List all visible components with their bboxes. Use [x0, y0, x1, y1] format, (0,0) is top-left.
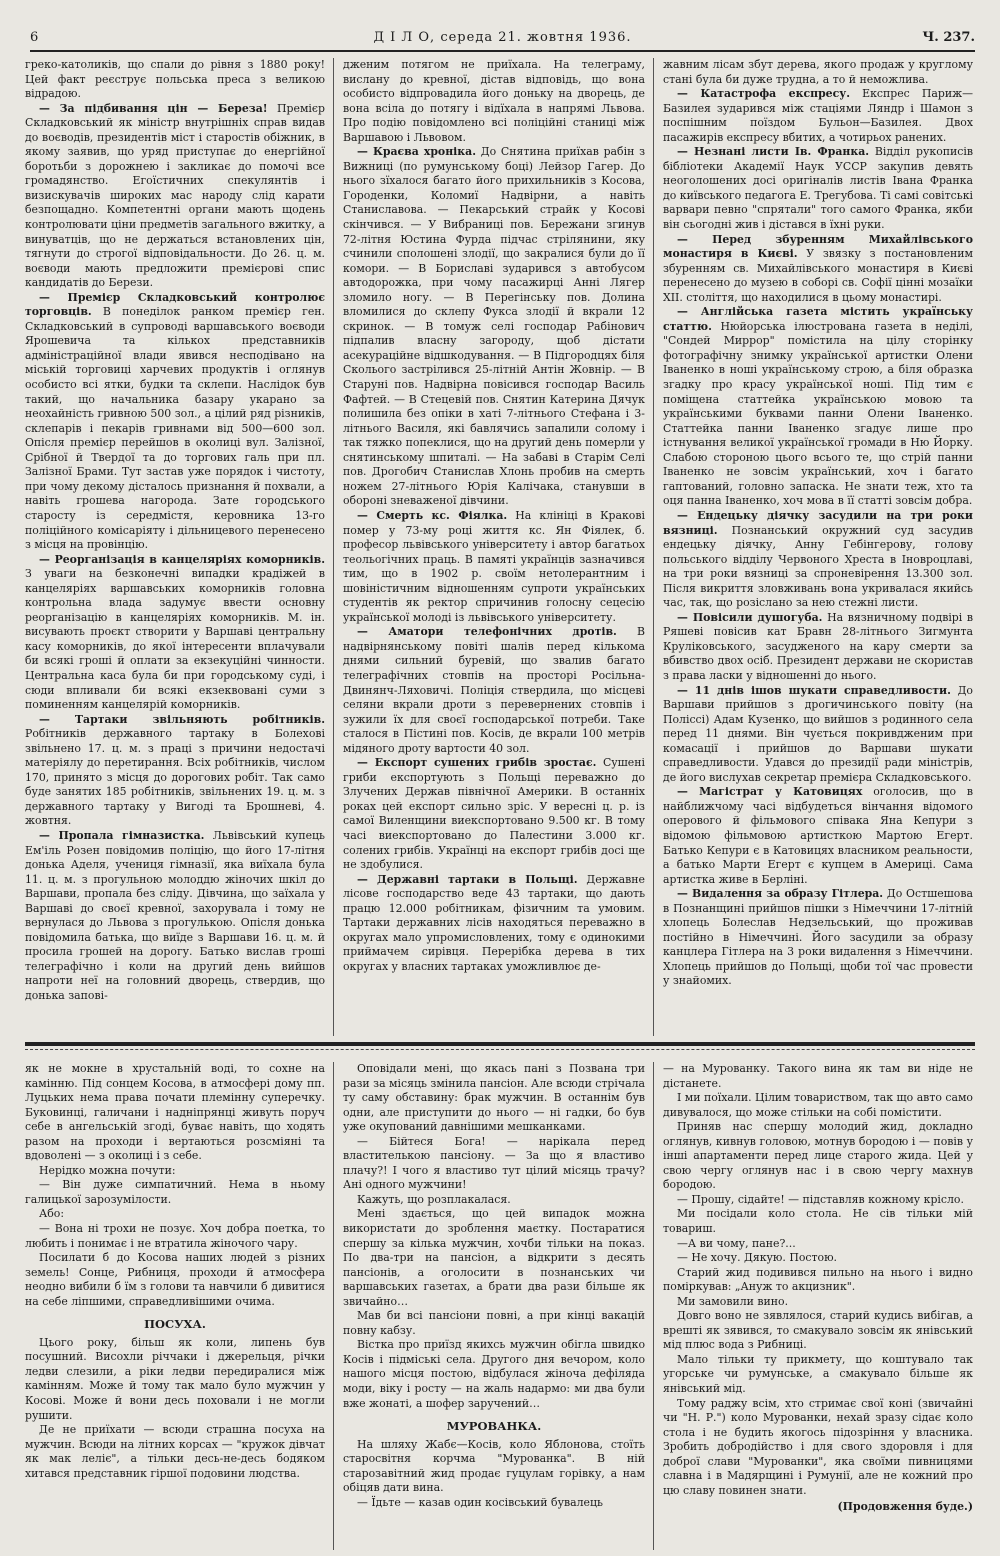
- article-text: До Варшави прийшов з дрогичинського повіту (на Поліссі) Адам Кузенко, що вийшов з родинного села перед 11 днями. Він чується покривдженим при комасації і прийшов до Варшави шукати справедливости. Удався до президії ради міністрів, де його вислухав секретар премієра Складковського.: [663, 683, 973, 784]
- article-headline: — Експорт сушених грибів зростає.: [357, 756, 597, 770]
- article-paragraph: [25, 1062, 325, 1164]
- article-text: — на Мурованку. Такого вина як там ви ніде не дістанете.: [663, 1062, 973, 1090]
- article-text: — Не хочу. Дякую. Постою.: [677, 1251, 838, 1265]
- article-text: греко-католиків, що спали до рівня з 1880 року! Цей факт реєструє польська преса з великою відрадою.: [25, 58, 325, 101]
- article-text: оголосив, що в найближчому часі відбудеться вінчання відомого оперового й фільмового співака Яна Кепури з відомою фільмовою артисткою Мартою Егерт. Батько Кепури є в Катовицях власником реальности, а батько Марти Егерт є купцем в Америці. Сама артистка живе в Берліні.: [663, 785, 973, 886]
- article-paragraph: [343, 1193, 645, 1208]
- page-header: [30, 30, 975, 52]
- article-paragraph: [343, 1438, 645, 1496]
- article-headline: — Ендецьку діячку засудили на три роки вязниці.: [663, 508, 973, 537]
- article-text: Львівський купець Ем'іль Розен повідомив поліцію, що його 17-літня донька Аделя, учениця гімназії, яка виїхала була 11. ц. м. з прогульною молоддю жіночих шкіл до Варшави, пропала без сліду. Дівчина, що заїхала у Варшаві до своєї кревної, захорувала і тому не вернулася до Львова з прогулькою. Опісля донька повідомила батька, що виїде з Варшави 16. ц. м. й просила грошей на дорогу. Батько вислав гроші телеграфічно і коли на другий день вийшов напроти неї на головний дворець, ствердив, що донька запові-: [25, 828, 325, 1002]
- article-paragraph: [25, 553, 325, 713]
- article-paragraph: [663, 1397, 973, 1499]
- column-divider: [653, 58, 654, 1036]
- article-text: На клініці в Кракові помер у 73-му році життя кс. Ян Фіялек, б. професор львівського університету і автор багатьох теольогічних праць. В памяті українців зазначився тим, що в 1902 р. своїм нетолерантним і шовіністичним відношенням супроти українських студентів як ректор спричинив голосну сецесію української молоді із львівського університету.: [343, 508, 645, 624]
- article-paragraph: [25, 1222, 325, 1251]
- article-text: Мало тільки ту прикмету, що коштувало так угорське чи румунське, а смакувало більше як янівський мід.: [663, 1352, 973, 1396]
- feuilleton-column-2: [343, 1062, 645, 1550]
- article-paragraph: [343, 625, 645, 756]
- article-text: —А ви чому, пане?...: [677, 1236, 796, 1250]
- article-paragraph: [663, 1266, 973, 1295]
- article-paragraph: [25, 1164, 325, 1179]
- article-text: Тому раджу всім, хто стримає свої коні (звичайні чи "Н. Р.") коло Мурованки, нехай зразу сідає коло стола і не будить якогось підозріння у власника. Зробить добродійство і для свого здоровля і для доброї слави "Мурованки", яка своїми пивницями славна і в Мадярщині і Румунії, але не кожний про цю славу повинен знати.: [663, 1396, 973, 1497]
- article-paragraph: [343, 873, 645, 975]
- article-paragraph: [663, 1193, 973, 1208]
- article-paragraph: [25, 1423, 325, 1481]
- article-paragraph: [663, 1237, 973, 1252]
- article-text: — Їдьте — казав один косівський бувалець: [357, 1495, 603, 1509]
- continuation-note: (Продовження буде.): [837, 1500, 973, 1514]
- article-paragraph: [343, 58, 645, 145]
- article-headline: — Англійська газета містить українську статтю.: [663, 305, 973, 333]
- article-text: Ми посідали коло стола. Не сів тільки мій товариш.: [663, 1207, 973, 1236]
- article-paragraph: [663, 1091, 973, 1120]
- article-text: Робітників державного тартаку в Болехові звільнено 17. ц. м. з праці з причини недостачі матеріялу до перетирання. Всіх робітників, числом 170, принято з місця до дорогових робіт. Так само буде занятих 185 робітників, звільнених 19. ц. м. з державного тартаку у Вигоді та Брошневі, 4. жовтня.: [25, 727, 325, 828]
- article-headline: — Перед збуренням Михайлівського монастиря в Києві.: [663, 232, 973, 261]
- article-headline: — Тартаки звільняють робітників.: [39, 712, 325, 726]
- article-text: Познанський окружний суд засудив ендецьку діячку, Анну Гебінгерову, голову польського відділу Червоного Хреста в Іновроцлаві, на три роки вязниці за спроневірення 13.300 зол. Після викриття зловживань вона укривалася якийсь час, так, що розісланo за нею стежні листи.: [663, 523, 973, 610]
- article-headline: — Державні тартаки в Польщі.: [357, 872, 578, 886]
- article-paragraph: [663, 1207, 973, 1236]
- top-column-3: [663, 58, 973, 1036]
- article-text: — Вона ні трохи не позує. Хоч добра поетка, то любить і понимає і не втратила жіночого чару.: [25, 1222, 325, 1250]
- article-text: Приняв нас спершу молодий жид, докладно оглянув, кивнув головою, мотнув бородою і — повів у інші апартаменти перед лице старого жида. Цей у свою чергу оглянув нас і в свою чергу махнув бородою.: [663, 1120, 973, 1192]
- article-text: Сушені гриби експортують з Польщі переважно до Злучених Держав північної Америки. В останніх роках цей експорт сильно зріс. У вересні ц. р. із самої Виленщини виекспортовано 9.500 кг. В тому часі виекспортовано до Палестини 3.000 кг. солених грибів. Українці на експорт грибів досі ще не здобулися.: [343, 756, 645, 872]
- article-paragraph: [25, 1178, 325, 1207]
- article-headline: — Аматори телефонічних дротів.: [357, 625, 617, 639]
- masthead-date: Д І Л О, середа 21. жовтня 1936.: [373, 30, 632, 45]
- article-headline: — Пропала гімназистка.: [39, 828, 205, 842]
- column-divider: [653, 1062, 654, 1550]
- article-text: На шляху Жабє—Косів, коло Яблонова, стоїть старосвітня корчма "Мурованка". В ній старозавітний жид продає гуцулам горівку, а нам обіцяв дати вина.: [343, 1437, 645, 1495]
- article-text: — Прошу, сідайте! — підставляв кожному крісло.: [677, 1192, 964, 1206]
- article-text: Де не приїхати — всюди страшна посуха на мужчин. Всюди на літних корсах — "кружок дівчат як мак леліє", а тільки десь-не-десь бодяком хитався представник гіршої подовини людства.: [25, 1423, 325, 1480]
- article-paragraph: [25, 713, 325, 829]
- article-text: жавним лісам збут дерева, якого продаж у круглому стані була би дуже трудна, а то й неможлива.: [663, 58, 973, 86]
- article-text: — Він дуже симпатичний. Нема в ньому галицької зарозумілости.: [25, 1178, 325, 1206]
- article-text: На вязничному подвірі в Ряшеві повісив кат Бравн 28-літнього Зигмунта Круліковського, засудженого на кару смерти за вбивство двох осіб. Президент держави не скористав з права ласки у відношенні до нього.: [663, 610, 973, 682]
- article-headline: — Повісили душогуба.: [677, 610, 823, 624]
- feuilleton-column-3: [663, 1062, 973, 1550]
- article-paragraph: [663, 233, 973, 306]
- article-text: До Остшешова в Познанщині прийшов пішки з Німеччини 17-літній хлопець Болеслав Недзельський, що проживав постійно в Німеччині. Його засудили за образу канцлера Гітлера на 3 роки видалення з Німеччини. Хлопець прийшов до Польщі, щоби тої час провести у знайомих.: [663, 887, 973, 988]
- article-headline: — Видалення за образу Гітлера.: [677, 887, 884, 901]
- article-text: Оповідали мені, що якась пані з Позвана три рази за місяць змінила пансіон. Але всюди стрічала ту саму обставину: брак мужчин. В останнім був одни, але приступити до нього — ні гадки, бо був уже окупований давнішими мешканками.: [343, 1062, 645, 1134]
- article-text: — Бійтеся Бога! — нарікала перед властителькою пансіону. — За що я властиво плачу?! І чого я властиво тут цілий місяць трачу? Ані одного мужчини!: [343, 1134, 645, 1192]
- article-paragraph: [25, 102, 325, 291]
- article-text: До Снятина приїхав рабін з Вижниці (по румунському боці) Лейзор Гагер. До нього зїхалося багато його прихильників з Косова, Городенки, Коломиї Надвірни, а навіть Станиславова. — Пекарський страйк у Косові скінчився. — У Вибраниці пов. Бережани згинув 72-літня Юстина Фурда підчас стрілянини, яку счинили сполошені злодії, що закралися були до її комори. — В Бориславі зударився з автобусом автодорожка, при чому пасажирці Анні Лягер зломило ногу. — В Перегінську пов. Долина вломилися до склепу Фукса злодії й вкрали 12 скринок. — В томуж селі господар Рабінович підпалив власну загороду, щоб дістати асекураційне відшкодування. — В Підгородцях біля Сколього застрілився 25-літній Антін Жовнір. — В Старуні пов. Надвірна повісився господар Василь Фафтей. — В Стецевій пов. Снятин Катерина Дячук полишила без опіки в хаті 7-літнього Стефана і 3-літнього Василя, які бавлячись запалили солому і так тяжко попеклися, що на другий день померли у снятинському шпиталі. — На забаві в Старім Селі пов. Дрогобич Станислав Хлонь пробив на смерть ножем 27-літнього Юрія Калічака, станувши в обороні зневаженої дівчини.: [343, 145, 645, 508]
- article-text: як не мокне в хрустальній воді, то сохне на камінню. Під сонцем Косова, в атмосфері дому пп. Луцьких нема права почати племінну суперечку. Буковинці, галичани і надніпрянці живуть поруч себе в ангельській згоді, буває навіть, що ходять разом на проходи і вертаються розсміяні та вдоволені — з околиці і з себе.: [25, 1062, 325, 1163]
- page-number: 6: [30, 30, 39, 45]
- article-paragraph: [663, 785, 973, 887]
- article-paragraph: [663, 58, 973, 87]
- article-text: Довго воно не зявлялося, старий кудись вибігав, а врешті як зявився, то смакувало зовсім як янівський мід плюс вода з Рибниці.: [663, 1309, 973, 1352]
- article-headline: — Краєва хроніка.: [357, 145, 477, 159]
- article-paragraph: [343, 1135, 645, 1193]
- article-paragraph: [343, 1062, 645, 1135]
- article-text: Мав би всі пансіони повні, а при кінці вакацій повну кабзу.: [343, 1309, 645, 1337]
- article-text: І ми поїхали. Цілим товариством, так що авто само дивувалося, що може стільки на собі помістити.: [663, 1091, 973, 1119]
- article-headline: — Магістрат у Катовицях: [677, 785, 863, 799]
- article-text: Вістка про приїзд якихсь мужчин обігла швидко Косів і підміські села. Другого дня вечором, коло нашого місця постою, відбулася жіноча дефіляда моди, віку і росту — на жаль надармо: ми два були вже жонаті, а шофер заручений…: [343, 1338, 645, 1410]
- article-paragraph: [343, 1496, 645, 1511]
- article-text: Ми замовили вино.: [677, 1294, 789, 1308]
- article-paragraph: [663, 1353, 973, 1397]
- article-headline: — Реорганізація в канцеляріях коморників.: [39, 552, 325, 566]
- article-text: Нюйорська ілюстрована газета в неділі, "Сондей Миррор" помістила на цілу сторінку фотографічну знимку української артистки Олени Іваненко в ноші українському строю, а біля образка згадку про красу української ноші. Під тим є поміщена статтейка українською мовою та українськими буквами панни Олени Іваненко. Статтейка панни Іваненко згадує лише про істнування великої української громади в Ню Йорку. Слабою стороною цього всього те, що стрій панни Іваненко не зовсім український, хоч і багато гаптований, головно запаска. Не знати теж, хто та оця панна Іваненко, хоч мова в її статті зовсім добра.: [663, 319, 973, 508]
- article-paragraph: [663, 887, 973, 989]
- section-divider-dashed: [25, 1049, 975, 1050]
- issue-number: Ч. 237.: [922, 30, 975, 45]
- article-text: Посилати б до Косова наших людей з різних земель! Сонце, Рибниця, проходи й атмосфера неодно вибили б їм з голови та навчили б дивитися на себе ліпшими, справедливішими очима.: [25, 1251, 325, 1308]
- article-paragraph: [663, 684, 973, 786]
- article-paragraph: [25, 1251, 325, 1309]
- article-text: Кажуть, що розплакалася.: [357, 1192, 511, 1206]
- article-text: Мені здається, що цей випадок можна використати до зроблення маєтку. Постаратися спершу за кілька мужчин, хочби тільки на показ. По два-три на пансіон, а відкрити з десять пансіонів, а оголосити в познанських чи варшавських газетах, а брати два рази більше як звичайно…: [343, 1207, 645, 1308]
- article-paragraph: [343, 509, 645, 625]
- article-paragraph: [663, 87, 973, 145]
- article-paragraph: [25, 291, 325, 553]
- section-heading: МУРОВАНКА.: [446, 1419, 542, 1434]
- article-paragraph: [663, 1120, 973, 1193]
- article-text: Цього року, більш як коли, липень був посушний. Висохли річчаки і джерельця, річки ледви слезили, а ріки ледви передиралися між камінням. Може й тому так мало було мужчин у Косові. Може й вони десь поховали і не могли рушити.: [25, 1335, 325, 1422]
- article-text: Старий жид подивився пильно на нього і видно поміркував: „Ануж то акцизник".: [663, 1265, 973, 1294]
- article-text: Державне лісове господарство веде 43 тартаки, що дають працю 12.000 робітникам, фізичним та умовим. Тартаки державних лісів находяться переважно в округах мало упромисловлених, тому є одинокими приймачем сирівця. Перерібка дерева в тих округах у власних тартаках уможливлює де-: [343, 872, 645, 973]
- column-divider: [333, 58, 334, 1036]
- article-paragraph: [663, 305, 973, 509]
- article-paragraph: [25, 1207, 325, 1222]
- section-heading: ПОСУХА.: [144, 1317, 206, 1332]
- article-headline: — 11 днів ішов шукати справедливости.: [677, 683, 951, 697]
- article-paragraph: [25, 58, 325, 102]
- article-text: Відділ рукописів бібліотеки Академії Наук УССР закупив девять неоголошених досі оригіналів листів Івана Франка до київського педагога Е. Трегубова. Ті самі совітські варвари певно "спрятали" того самого Франка, якби він сьогодні жив і дістався в їхні руки.: [663, 145, 973, 232]
- article-paragraph: [663, 1251, 973, 1266]
- article-headline: — Катастрофа експресу.: [677, 87, 851, 101]
- article-text: Премієр Складковський як міністр внутрішніх справ видав до воєводів, президентів міст і старостів обіжник, в якому заявив, що уряд приступає до енергійної боротьби з дорожнею і закликає до помочі все громадянство. Егоїстичних спекулянтів і визискувачів широких мас народу слід карати безпощадно. Компетентні органи мають щодень контролювати ціни предметів загального вжитку, а винуватців, що не держаться встановлених цін, тягнути до строгої відповідальности. До 26. ц. м. воєводи мають предложити премієрові спис кандидатів до Берези.: [25, 101, 325, 290]
- article-paragraph: [343, 145, 645, 509]
- article-text: В надвірнянському повіті шалів перед кількома днями сильний буревій, що звалив багато телеграфічних стовпів на просторі Росільна-Двинянч-Ляховичі. Поліція ствердила, що місцеві селяни вкрали дроти з перевернених стовпів і зужили їх для своєї господарської потреби. Таке сталося в Пістині пов. Косів, де вкрали 100 метрів мідяного дроту вартости 40 зол.: [343, 625, 645, 755]
- article-headline: — Незнані листи Ів. Франка.: [677, 145, 870, 159]
- feuilleton-column-1: [25, 1062, 325, 1550]
- article-paragraph: [663, 1295, 973, 1310]
- article-text: Або:: [39, 1207, 65, 1221]
- article-text: У звязку з постановленим збуренням св. Михайлівського монастиря в Києві перенесено до музею в соборі св. Софії цінні мозаїки XII. століття, що находилися в цьому монастирі.: [663, 247, 973, 304]
- article-headline: — За підбивання цін — Береза!: [39, 101, 268, 115]
- article-text: Експрес Париж—Базилея зударився між стаціями Ляндр і Шамон з поспішним поїздом Бульон—Базилея. Двох пасажирів експресу вбитих, а чотирьох ранених.: [663, 87, 973, 144]
- article-paragraph: [663, 611, 973, 684]
- article-text: дженим потягом не приїхала. На телеграму, вислану до кревної, дістав відповідь, що вона особисто відпровадила його доньку на дворець, де вона всіла до потягу і відїхала в напрямі Львова. Про подію повідомлено всі поліційні станиці між Варшавою і Львовом.: [343, 58, 645, 144]
- article-paragraph: [663, 1062, 973, 1091]
- top-column-2: [343, 58, 645, 1036]
- section-divider: [25, 1042, 975, 1046]
- article-paragraph: [25, 1336, 325, 1423]
- article-headline: — Премієр Складковський контролює торговців.: [25, 290, 325, 319]
- article-paragraph: [663, 1309, 973, 1353]
- article-text: В понеділок ранком премієр ген. Складковський в супроводі варшавського воєводи Ярошевича та кількох представників адміністраційної влади явився несподівано на міській торговиці харчевих продуктів і оглянув особисто всі ятки, будки та склепи. Наслідок був такий, що начальника базару укарано за неохайність гривною 500 зол., а цілий ряд різників, склепарів і пекарів гривнами від 500—600 зол. Опісля премієр перейшов в околиці вул. Залізної, Срібної й Твердої та до торгових галь при пл. Залізної Брами. Тут застав уже порядок і чистоту, при чому декому дісталось признання й похвали, а навіть грошева нагорода. Зате городського старосту із середмістя, керовника 13-го поліційного комісаріяту і дільницевого перенесено з місця на провінцію.: [25, 305, 325, 552]
- article-headline: — Смерть кс. Фіялка.: [357, 508, 508, 522]
- article-paragraph: [663, 509, 973, 611]
- article-paragraph: [343, 756, 645, 872]
- top-column-1: [25, 58, 325, 1036]
- article-paragraph: [343, 1338, 645, 1411]
- article-paragraph: [25, 829, 325, 1004]
- article-paragraph: [343, 1309, 645, 1338]
- article-paragraph: [343, 1207, 645, 1309]
- column-divider: [333, 1062, 334, 1550]
- article-text: З уваги на безконечні випадки крадіжей в канцеляріях варшавських коморників головна контрольна влада задумує ввести основну реорганізацію в канцеляріях коморників. М. ін. висувають проєкт створити у Варшаві центральну касу коморників, до якої інтересенти вплачували би всякі гроші й оплати за екзекуційні чинности. Центральна каса була би при городському суді, і сюди впливали би всякі екзеквовані суми з поминенням канцелярій коморників.: [25, 567, 325, 712]
- article-text: Нерідко можна почути:: [39, 1163, 176, 1177]
- article-paragraph: [663, 145, 973, 232]
